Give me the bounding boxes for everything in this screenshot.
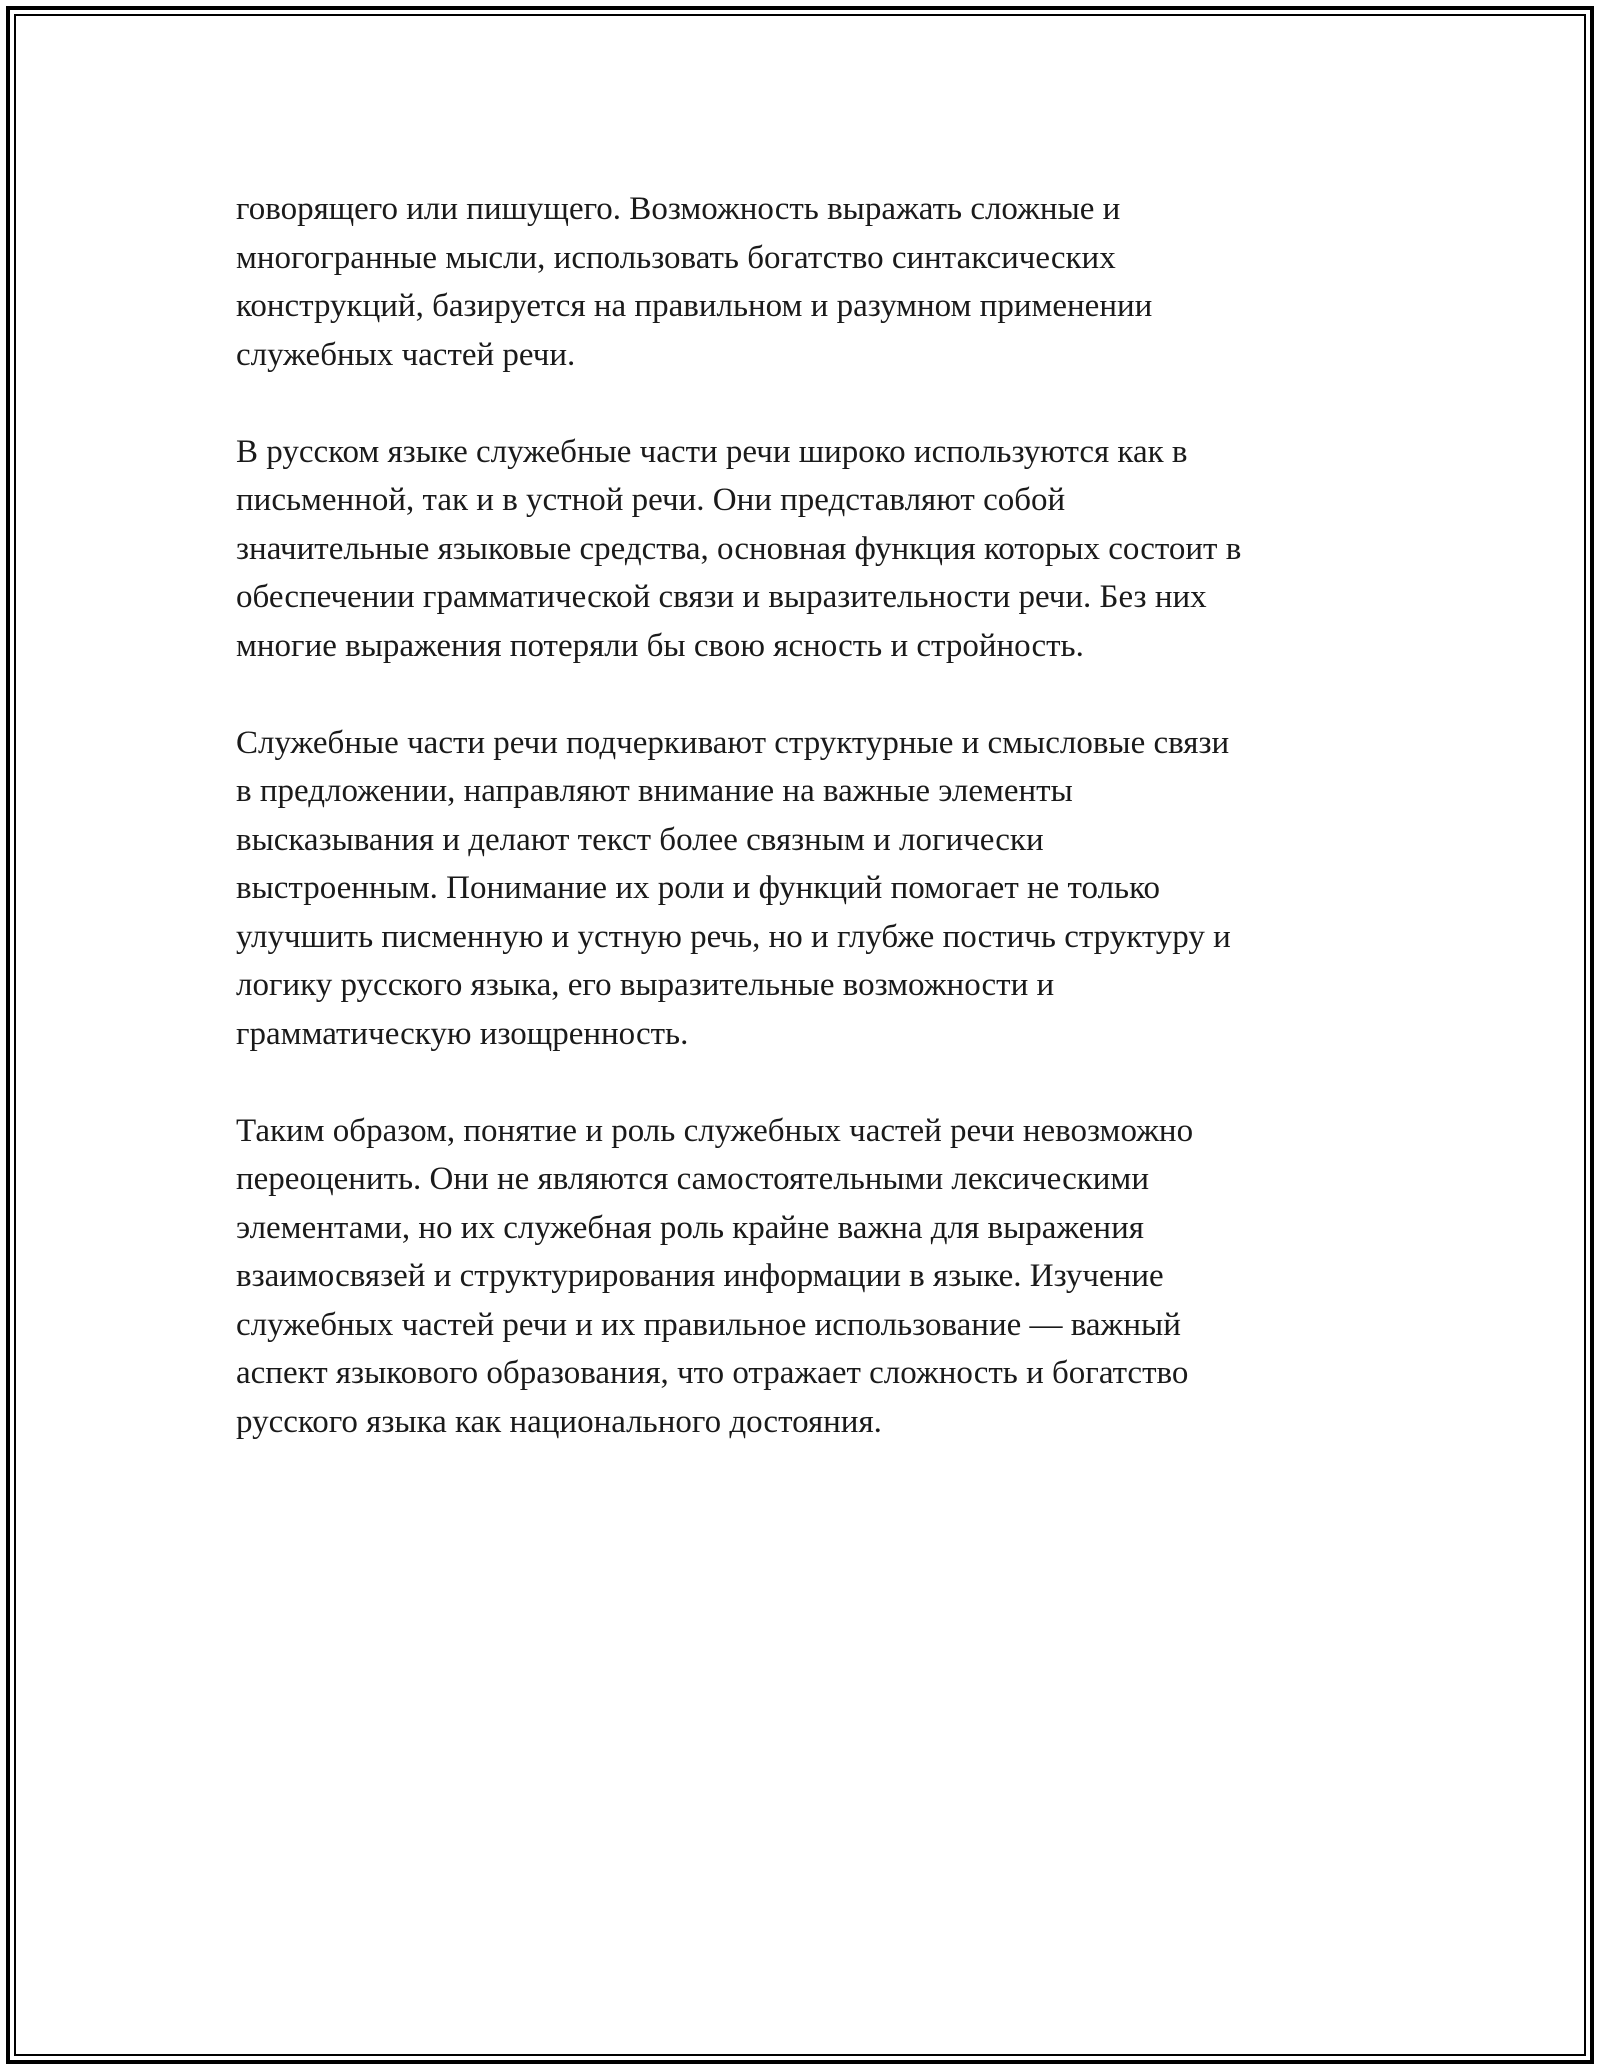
text-line: улучшить писменную и устную речь, но и глубже постичь структуру и [236, 918, 1231, 955]
text-line: выстроенным. Понимание их роли и функций помогает не только [236, 870, 1160, 906]
text-line: переоценить. Они не являются самостоятельными лексическими [236, 1161, 1149, 1197]
text-line: русского языка как национального достояния. [236, 1403, 882, 1440]
text-line: письменной, так и в устной речи. Они представляют собой [236, 482, 1066, 518]
text-line: обеспечении грамматической связи и выразительности речи. Без них [236, 579, 1207, 615]
text-line: служебных частей речи и их правильное использование — важный [236, 1306, 1181, 1343]
text-line: элементами, но их служебная роль крайне важна для выражения [236, 1209, 1144, 1246]
text-line: высказывания и делают текст более связным и логически [236, 821, 1044, 858]
paragraph-4 [236, 1107, 1376, 1447]
text-line: значительные языковые средства, основная функция которых состоит в [236, 530, 1242, 567]
text-line: Служебные части речи подчеркивают структурные и смысловые связи [236, 724, 1230, 761]
text-line: аспект языкового образования, что отражает сложность и богатство [236, 1355, 1189, 1391]
text-line: Таким образом, понятие и роль служебных частей речи невозможно [236, 1112, 1194, 1149]
text-line: В русском языке служебные части речи широко используются как в [236, 433, 1188, 470]
paragraph-2 [236, 428, 1376, 671]
text-line: говорящего или пишущего. Возможность выражать сложные и [236, 191, 1121, 227]
paragraph-3 [236, 719, 1376, 1059]
text-line: грамматическую изощренность. [236, 1015, 689, 1052]
text-line: в предложении, направляют внимание на важные элементы [236, 773, 1073, 809]
text-line: многогранные мысли, использовать богатство синтаксических [236, 239, 1116, 276]
text-line: конструкций, базируется на правильном и разумном применении [236, 288, 1153, 324]
text-line: многие выражения потеряли бы свою ясность и стройность. [236, 627, 1084, 664]
paragraph-1 [236, 185, 1376, 379]
text-line: логику русского языка, его выразительные возможности и [236, 967, 1055, 1003]
document-body [236, 185, 1376, 1495]
text-line: взаимосвязей и структурирования информации в языке. Изучение [236, 1258, 1164, 1294]
text-line: служебных частей речи. [236, 336, 576, 373]
